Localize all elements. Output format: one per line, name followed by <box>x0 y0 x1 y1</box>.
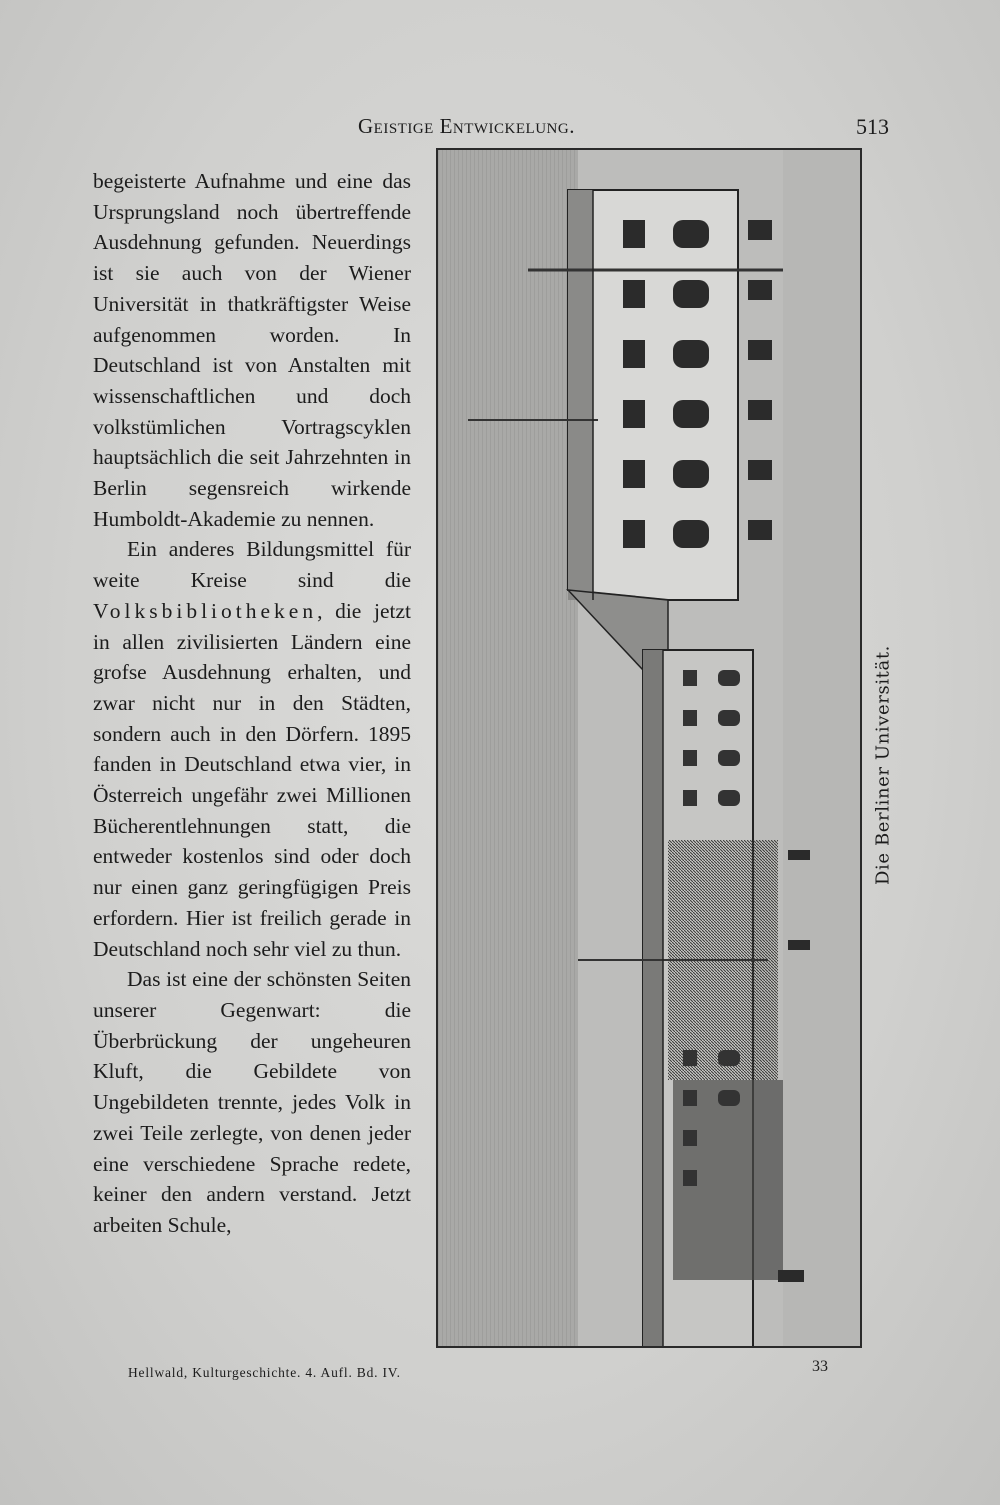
paragraph-3: Das ist eine der schönsten Seiten unserer Gegenwart: die Überbrückung der ungeheuren Kluft, die Gebildete von Ungebildeten trennte, jedes Volk in zwei Teile zerlegte, von denen jeder eine verschiedene Sprache redete, keiner den andern verstand. Jetzt arbeiten Schule, <box>93 967 411 1237</box>
illustration-caption <box>868 645 898 885</box>
body-text <box>93 166 411 1241</box>
paragraph-2 <box>93 534 411 964</box>
sheet-signature: 33 <box>812 1358 828 1375</box>
university-illustration <box>436 148 862 1348</box>
paragraph-2-end: , die jetzt in allen zivilisierten Ländern eine grofse Ausdehnung erhalten, und zwar nicht nur in den Städten, sondern auch in den Dörfern. 1895 fanden in Deutschland etwa vier, in Österreich ungefähr zwei Millionen Bücherentlehnungen statt, die entweder kostenlos sind oder doch nur einen ganz geringfügigen Preis erfordern. Hier ist freilich gerade in Deutschland noch sehr viel zu thun. <box>93 598 411 961</box>
emphasized-term: Volksbibliotheken <box>93 598 318 623</box>
engraving-image <box>438 150 860 1346</box>
running-title: Geistige Entwickelung. <box>358 114 575 138</box>
caption-text: Die Berliner Universität. <box>872 645 894 885</box>
paragraph-2-start: Ein anderes Bildungsmittel für weite Kreise sind die <box>93 537 411 593</box>
paragraph-1: begeisterte Aufnahme und eine das Ursprungsland noch übertreffende Ausdehnung gefunden. Neuerdings ist sie auch von der Wiener Universität in thatkräftigster Weise aufgenommen worden. In Deutschland ist von Anstalten mit wissenschaftlichen und doch volkstümlichen Vortragscyklen hauptsächlich die seit Jahrzehnten in Berlin segensreich wirkende Humboldt-Akademie zu nennen. <box>93 169 411 531</box>
footer-imprint: Hellwald, Kulturgeschichte. 4. Aufl. Bd. IV. <box>128 1365 401 1380</box>
page-number: 513 <box>856 114 889 139</box>
